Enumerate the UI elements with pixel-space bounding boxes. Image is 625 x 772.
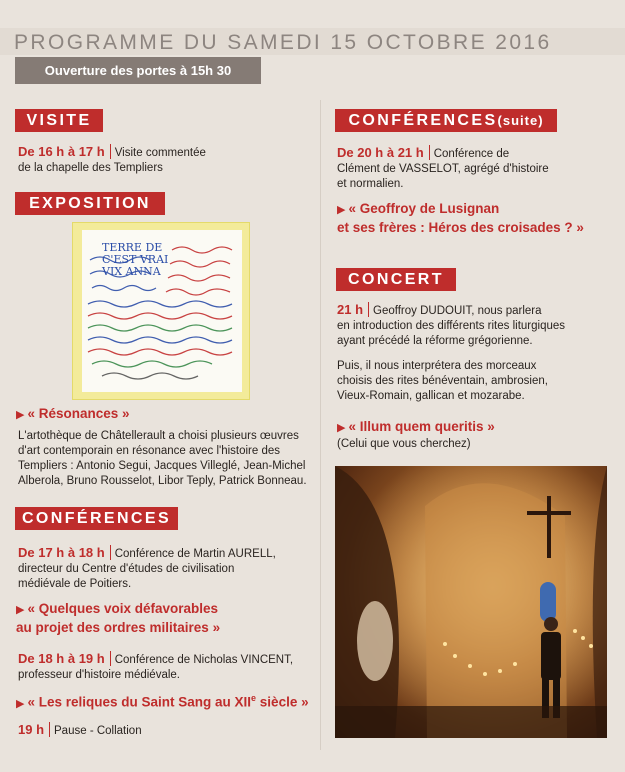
conference-1-block — [18, 545, 276, 592]
conference-3-title — [337, 200, 584, 236]
artwork-line-2: C'EST VRAI — [102, 253, 169, 266]
conferences-tag: CONFÉRENCES — [15, 507, 178, 530]
triangle-icon: ▶ — [337, 204, 346, 216]
conference-2-title-end: siècle » — [256, 694, 309, 710]
concert-program-line-1: Puis, il nous interprétera des morceaux — [337, 360, 537, 372]
separator-bar — [49, 722, 50, 737]
page-title: PROGRAMME DU SAMEDI 15 OCTOBRE 2016 — [14, 31, 552, 54]
chapel-concert-photo — [335, 466, 607, 738]
exposition-line-2: d'art contemporain en résonance avec l'histoire des — [18, 445, 281, 457]
conference-1-line-1: Conférence de Martin AURELL, — [114, 548, 276, 560]
exposition-text — [18, 429, 307, 489]
conference-2-line-1: Conférence de Nicholas VINCENT, — [114, 654, 294, 666]
artwork-line-3: VIX ANNA — [102, 265, 161, 278]
chapel-scene — [335, 466, 607, 738]
triangle-icon: ▶ — [337, 422, 346, 434]
exposition-tag: EXPOSITION — [15, 192, 165, 215]
pause-block — [18, 722, 142, 739]
conference-3-line-3: et normalien. — [337, 178, 404, 190]
concert-time: 21 h — [337, 302, 364, 317]
visite-desc-2: de la chapelle des Templiers — [18, 162, 163, 174]
exposition-line-1: L'artothèque de Châtellerault a choisi plusieurs œuvres — [18, 430, 299, 442]
conference-1-title-line-2: au projet des ordres militaires » — [16, 620, 221, 635]
conference-2-title-text: « Les reliques du Saint Sang au XII — [27, 694, 252, 710]
concert-line-2: en introduction des différents rites liturgiques — [337, 320, 566, 332]
visite-time: De 16 h à 17 h — [18, 144, 105, 159]
conference-1-title-line-1: « Quelques voix défavorables — [27, 601, 219, 616]
pause-text: Pause - Collation — [54, 725, 142, 737]
concert-line-3: ayant précédé la réforme grégorienne. — [337, 335, 533, 347]
pause-time: 19 h — [18, 722, 45, 737]
conference-3-time: De 20 h à 21 h — [337, 145, 424, 160]
conference-2-block — [18, 651, 293, 683]
concert-line-1: Geoffroy DUDOUIT, nous parlera — [373, 305, 542, 317]
conference-1-time: De 17 h à 18 h — [18, 545, 105, 560]
concert-program-line-2: choisis des rites bénéventain, ambrosien, — [337, 375, 548, 387]
triangle-icon: ▶ — [16, 604, 25, 616]
conference-3-line-1: Conférence de — [433, 148, 510, 160]
conference-2-line-2: professeur d'histoire médiévale. — [18, 669, 180, 681]
conference-1-line-3: médiévale de Poitiers. — [18, 578, 132, 590]
concert-title-text: « Illum quem queritis » — [348, 419, 495, 434]
concert-title — [337, 418, 495, 437]
conference-3-line-2: Clément de VASSELOT, agrégé d'histoire — [337, 163, 549, 175]
concert-subtitle: (Celui que vous cherchez) — [337, 438, 471, 450]
conference-1-title — [16, 600, 220, 636]
triangle-icon: ▶ — [16, 697, 25, 710]
conference-2-title — [16, 690, 309, 713]
doors-opening-banner: Ouverture des portes à 15h 30 — [15, 57, 261, 84]
separator-bar — [368, 302, 369, 317]
conference-1-line-2: directeur du Centre d'études de civilisation — [18, 563, 235, 575]
exposition-line-3: Templiers : Antonio Segui, Jacques Villeglé, Jean-Michel — [18, 460, 306, 472]
separator-bar — [110, 144, 111, 159]
concert-intro-block — [337, 302, 565, 349]
separator-bar — [429, 145, 430, 160]
visite-block — [18, 144, 206, 176]
conference-2-time: De 18 h à 19 h — [18, 651, 105, 666]
resonances-title-text: « Résonances » — [27, 406, 130, 421]
resonances-title — [16, 405, 130, 424]
artwork-script — [102, 242, 168, 278]
resonances-artwork — [72, 222, 250, 400]
artwork-canvas — [82, 230, 242, 392]
conferences-suite-tag-small: (suite) — [497, 113, 544, 128]
conference-3-title-line-1: « Geoffroy de Lusignan — [348, 201, 500, 216]
conferences-suite-tag — [335, 109, 557, 132]
concert-program-line-3: Vieux-Romain, gallican et mozarabe. — [337, 390, 525, 402]
conferences-suite-tag-text: CONFÉRENCES — [348, 112, 498, 129]
visite-tag: VISITE — [15, 109, 103, 132]
artwork-line-1: TERRE DE — [102, 241, 163, 254]
conference-3-title-line-2: et ses frères : Héros des croisades ? » — [337, 220, 584, 235]
concert-program-block — [337, 359, 548, 404]
separator-bar — [110, 651, 111, 666]
conference-2-title-sup: e — [251, 693, 257, 703]
visite-desc-1: Visite commentée — [114, 147, 206, 159]
conference-3-block — [337, 145, 549, 192]
exposition-line-4: Alberola, Bruno Rousselot, Libor Teply, Patrick Bonneau. — [18, 475, 307, 487]
concert-tag: CONCERT — [336, 268, 456, 291]
column-divider — [320, 100, 321, 750]
separator-bar — [110, 545, 111, 560]
triangle-icon: ▶ — [16, 409, 25, 421]
